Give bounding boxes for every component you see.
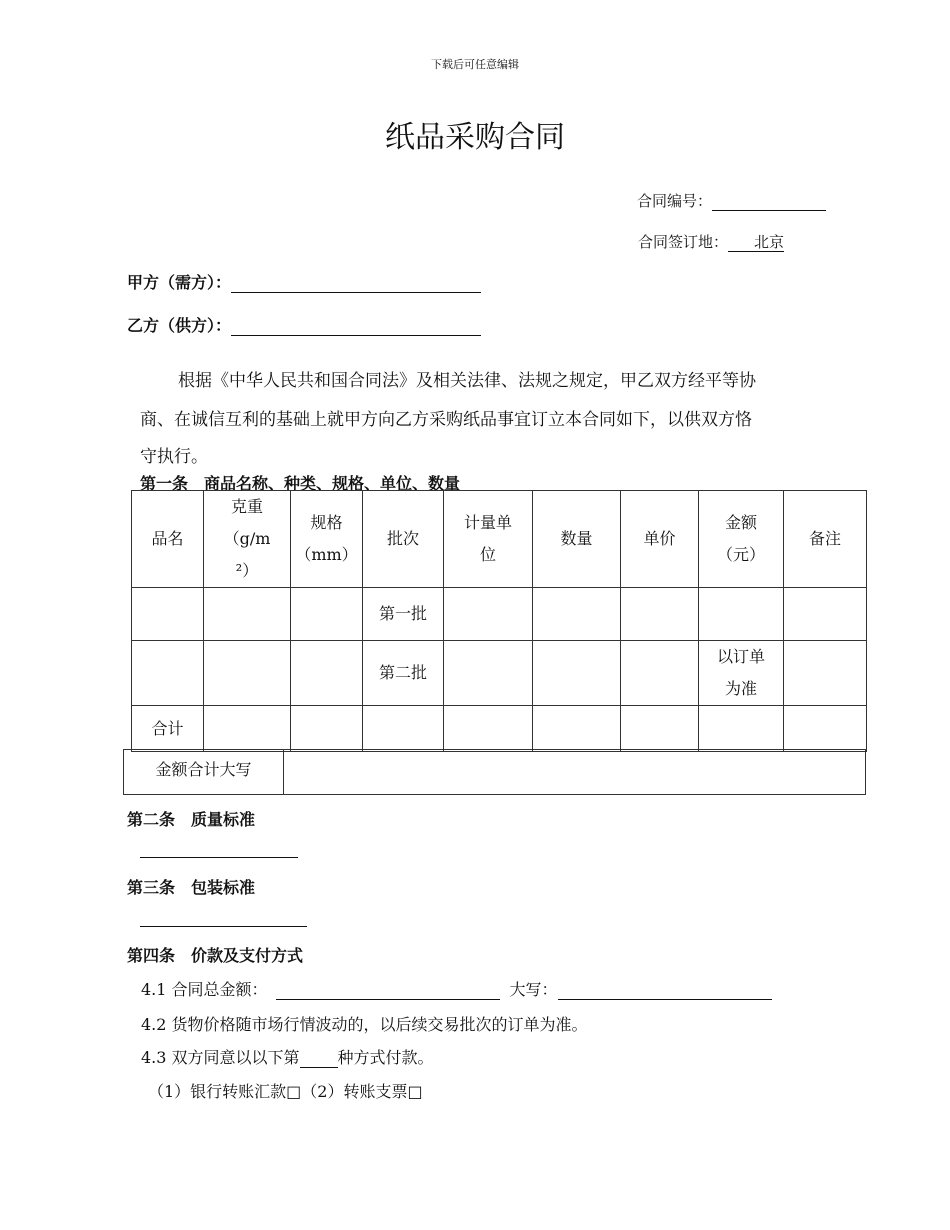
clause-4-2: 4.2 货物价格随市场行情波动的，以后续交易批次的订单为准。	[141, 1015, 588, 1034]
clause-4-3-prefix: 4.3 双方同意以以下第	[141, 1048, 300, 1067]
cell[interactable]	[291, 588, 363, 641]
cell[interactable]	[444, 588, 533, 641]
clause-4-3	[141, 1045, 434, 1068]
header-batch: 批次	[363, 491, 444, 588]
cell[interactable]	[699, 588, 784, 641]
table-header-row	[132, 491, 867, 588]
cell[interactable]	[291, 641, 363, 706]
sign-place-value[interactable]: 北京	[728, 233, 784, 252]
party-a-label: 甲方（需方）：	[127, 273, 232, 292]
cell[interactable]	[444, 641, 533, 706]
party-b-field[interactable]	[231, 319, 481, 336]
header-price: 单价	[621, 491, 699, 588]
sign-place-label: 合同签订地：	[638, 233, 729, 251]
product-spec-table	[131, 490, 867, 752]
document-title: 纸品采购合同	[385, 120, 565, 155]
intro-line-3: 守执行。	[140, 447, 208, 467]
cell[interactable]	[444, 706, 533, 752]
table-row	[132, 588, 867, 641]
header-unit: 计量单 位	[444, 491, 533, 588]
total-amount-field[interactable]	[276, 983, 500, 1000]
batch-2-cell: 第二批	[363, 641, 444, 706]
cell[interactable]	[533, 588, 621, 641]
cell[interactable]	[784, 588, 867, 641]
cell[interactable]	[204, 706, 291, 752]
payment-options[interactable]: （1）银行转账汇款□（2）转账支票□	[148, 1082, 423, 1101]
party-b-label: 乙方（供方）：	[127, 316, 232, 335]
header-note: 下载后可任意编辑	[431, 58, 519, 71]
cell[interactable]	[784, 641, 867, 706]
payment-method-field[interactable]	[300, 1051, 338, 1068]
clause-4-3-suffix: 种方式付款。	[337, 1048, 434, 1067]
cell[interactable]	[699, 706, 784, 752]
article-1-title: 第一条 商品名称、种类、规格、单位、数量	[140, 474, 461, 493]
batch-1-cell: 第一批	[363, 588, 444, 641]
total-uppercase-label: 金额合计大写	[124, 750, 284, 794]
cell[interactable]	[204, 641, 291, 706]
cell[interactable]	[533, 641, 621, 706]
quality-standard-field[interactable]	[140, 857, 298, 858]
party-a-row	[127, 270, 481, 293]
contract-number-field[interactable]	[712, 194, 826, 211]
contract-number-row	[637, 190, 826, 211]
header-amount: 金额 （元）	[699, 491, 784, 588]
intro-line-2: 商、在诚信互利的基础上就甲方向乙方采购纸品事宜订立本合同如下，以供双方恪	[140, 410, 752, 430]
article-2-title: 第二条 质量标准	[127, 810, 256, 829]
header-weight: 克重 （g/m ²）	[204, 491, 291, 588]
total-row	[132, 706, 867, 752]
sign-place-row	[638, 231, 784, 252]
cell[interactable]	[363, 706, 444, 752]
cell[interactable]	[533, 706, 621, 752]
cell[interactable]	[621, 641, 699, 706]
cell[interactable]	[621, 588, 699, 641]
header-qty: 数量	[533, 491, 621, 588]
cell[interactable]	[291, 706, 363, 752]
cell[interactable]	[784, 706, 867, 752]
uppercase-amount-field[interactable]	[558, 983, 772, 1000]
amount-note-cell: 以订单 为准	[699, 641, 784, 706]
contract-number-label: 合同编号：	[637, 192, 713, 210]
cell[interactable]	[132, 588, 204, 641]
total-amount-label: 4.1 合同总金额：	[141, 980, 268, 999]
intro-line-1: 根据《中华人民共和国合同法》及相关法律、法规之规定，甲乙双方经平等协	[178, 371, 756, 391]
header-remark: 备注	[784, 491, 867, 588]
cell[interactable]	[621, 706, 699, 752]
packaging-standard-field[interactable]	[140, 926, 307, 927]
table-row	[132, 641, 867, 706]
uppercase-label: 大写：	[509, 980, 558, 999]
cell[interactable]	[132, 641, 204, 706]
clause-4-1	[141, 977, 772, 1000]
total-uppercase-row	[123, 749, 866, 795]
header-name: 品名	[132, 491, 204, 588]
article-4-title: 第四条 价款及支付方式	[127, 946, 304, 965]
header-spec: 规格 （mm）	[291, 491, 363, 588]
article-3-title: 第三条 包装标准	[127, 878, 256, 897]
total-label-cell: 合计	[132, 706, 204, 752]
party-b-row	[127, 313, 481, 336]
party-a-field[interactable]	[231, 276, 481, 293]
cell[interactable]	[204, 588, 291, 641]
